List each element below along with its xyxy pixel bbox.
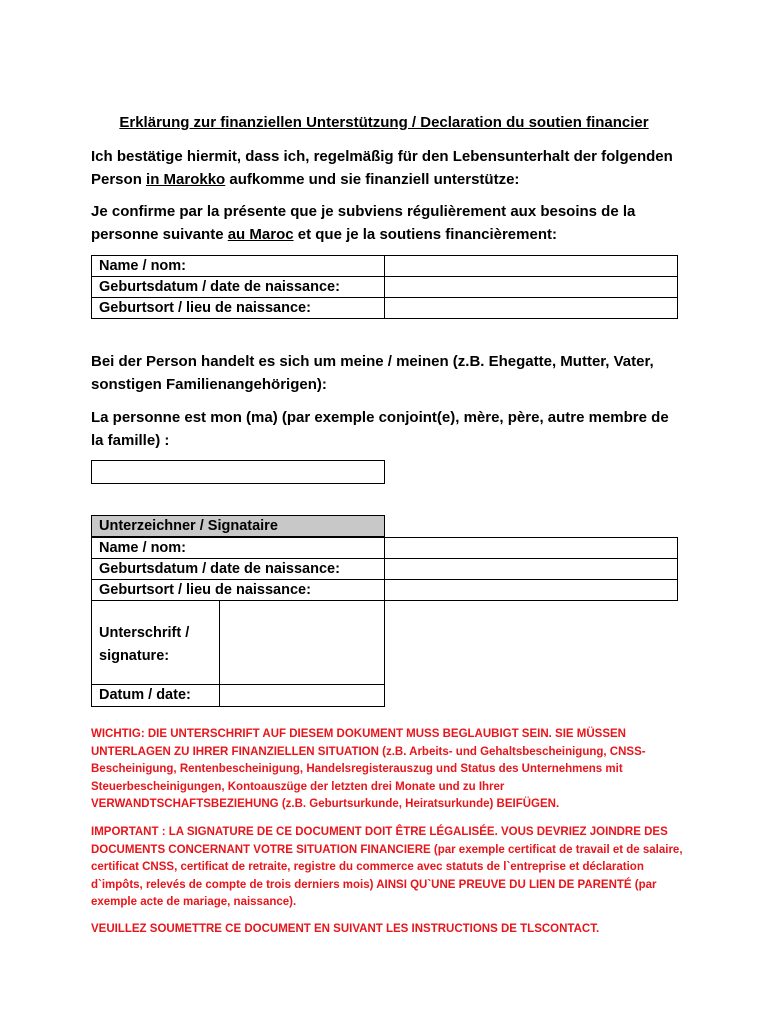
- warning-fr: IMPORTANT : LA SIGNATURE DE CE DOCUMENT DOIT ÊTRE LÉGALISÉE. VOUS DEVRIEZ JOINDRE DES DOCUMENTS CONCERNANT VOTRE SITUATION FINANCIERE (par exemple certificat de travail et de salaire, certificat CNSS, certificat de retraite, registre du commerce avec statuts de l`entreprise et déclaration d`impôts, relevés de compte de trois derniers mois) AINSI QU`UNE PREUVE DU LIEN DE PARENTÉ (par exemple acte de mariage, naissance).: [91, 826, 683, 908]
- relation-field[interactable]: [91, 460, 385, 484]
- signer-table-header: Unterzeichner / Signataire: [91, 515, 385, 537]
- table-row: [92, 298, 678, 319]
- signature-label: Unterschrift / signature:: [92, 601, 220, 684]
- signature-row: [91, 601, 385, 685]
- person-pob-label: Geburtsort / lieu de naissance:: [92, 298, 385, 319]
- table-row: [92, 580, 678, 601]
- signer-table: [91, 537, 678, 601]
- intro-de-text-end: aufkomme und sie finanziell unterstütze:: [225, 171, 520, 188]
- table-row: [92, 538, 678, 559]
- signer-name-label: Name / nom:: [92, 538, 385, 559]
- person-name-field[interactable]: [385, 256, 678, 277]
- signature-field[interactable]: [220, 601, 384, 684]
- date-field[interactable]: [220, 685, 384, 706]
- date-label: Datum / date:: [92, 685, 220, 706]
- signer-dob-field[interactable]: [385, 559, 678, 580]
- person-pob-field[interactable]: [385, 298, 678, 319]
- person-dob-field[interactable]: [385, 277, 678, 298]
- signer-name-field[interactable]: [385, 538, 678, 559]
- signer-pob-label: Geburtsort / lieu de naissance:: [92, 580, 385, 601]
- table-row: [92, 559, 678, 580]
- warning-tls: VEUILLEZ SOUMETTRE CE DOCUMENT EN SUIVANT LES INSTRUCTIONS DE TLSCONTACT.: [91, 923, 600, 935]
- relation-paragraph-fr: La personne est mon (ma) (par exemple conjoint(e), mère, père, autre membre de la famille) :: [91, 409, 669, 449]
- signer-dob-label: Geburtsdatum / date de naissance:: [92, 559, 385, 580]
- intro-fr-text: Je confirme par la présente que je subviens régulièrement aux besoins de la personne suivante: [91, 203, 636, 243]
- person-dob-label: Geburtsdatum / date de naissance:: [92, 277, 385, 298]
- relation-paragraph-de: Bei der Person handelt es sich um meine / meinen (z.B. Ehegatte, Mutter, Vater, sonstigen Familienangehörigen):: [91, 353, 654, 393]
- intro-fr-location: au Maroc: [227, 226, 294, 243]
- intro-fr-text-end: et que je la soutiens financièrement:: [293, 226, 557, 243]
- warning-de: WICHTIG: DIE UNTERSCHRIFT AUF DIESEM DOKUMENT MUSS BEGLAUBIGT SEIN. SIE MÜSSEN UNTERLAGEN ZU IHRER FINANZIELLEN SITUATION (z.B. Arbeits- und Gehaltsbescheinigung, CNSS-Bescheinigung, Rentenbescheinigung, Handelsregisterauszug und Status des Unternehmens mit Steuerbescheinigungen, Kontoauszüge der letzten drei Monate und zu Ihrer VERWANDTSCHAFTSBEZIEHUNG (z.B. Geburtsurkunde, Heiratsurkunde) BEIFÜGEN.: [91, 728, 646, 810]
- document-title: Erklärung zur finanziellen Unterstützung / Declaration du soutien financier: [119, 114, 649, 131]
- signer-pob-field[interactable]: [385, 580, 678, 601]
- intro-de-location: in Marokko: [146, 171, 226, 188]
- person-table: [91, 255, 678, 319]
- table-row: [92, 256, 678, 277]
- table-row: [92, 277, 678, 298]
- intro-paragraph-de: [91, 145, 681, 191]
- date-row: [91, 684, 385, 707]
- intro-paragraph-fr: [91, 200, 681, 246]
- intro-de-text: Ich bestätige hiermit, dass ich, regelmäßig für den Lebensunterhalt der folgenden Person: [91, 148, 673, 188]
- person-name-label: Name / nom:: [92, 256, 385, 277]
